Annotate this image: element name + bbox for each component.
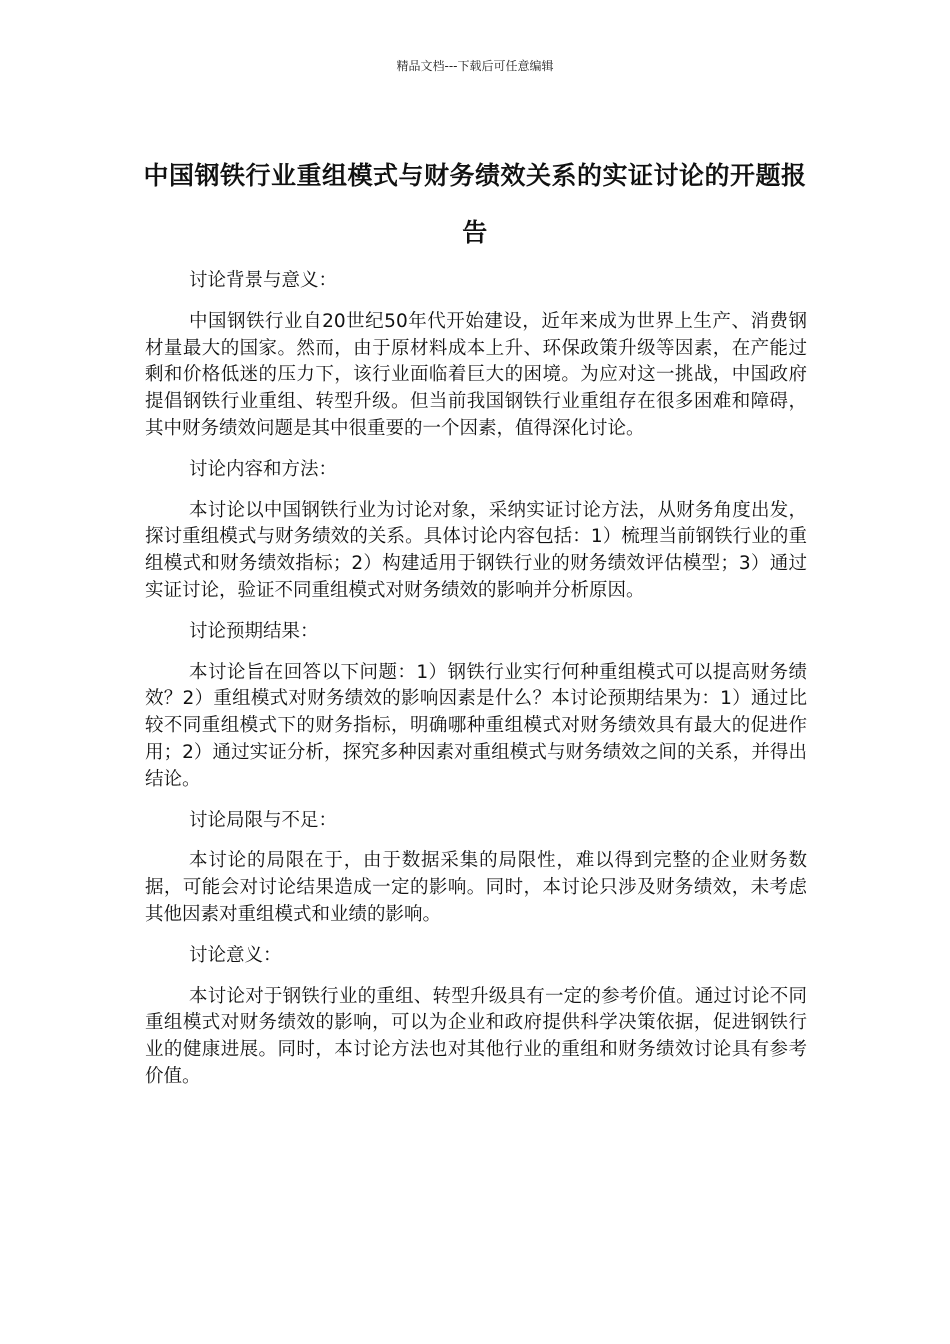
section-heading-significance: 讨论意义： [189, 944, 282, 966]
page-header: 精品文档---下载后可任意编辑 [396, 59, 554, 73]
paragraph-methods: 本讨论以中国钢铁行业为讨论对象，采纳实证讨论方法，从财务角度出发，探讨重组模式与财务绩效的关系。具体讨论内容包括：1）梳理当前钢铁行业的重组模式和财务绩效指标；2）构建适用于钢铁行业的财务绩效评估模型；3）通过实证讨论，验证不同重组模式对财务绩效的影响并分析原因。 [145, 499, 807, 601]
section-heading-expected-results: 讨论预期结果： [189, 620, 319, 642]
document-title: 中国钢铁行业重组模式与财务绩效关系的实证讨论的开题报告 [143, 160, 807, 247]
paragraph-expected-results: 本讨论旨在回答以下问题：1）钢铁行业实行何种重组模式可以提高财务绩效？2）重组模式对财务绩效的影响因素是什么？本讨论预期结果为：1）通过比较不同重组模式下的财务指标，明确哪种重组模式对财务绩效具有最大的促进作用；2）通过实证分析，探究多种因素对重组模式与财务绩效之间的关系，并得出结论。 [145, 661, 807, 790]
section-heading-limitations: 讨论局限与不足： [189, 809, 338, 831]
section-heading-methods: 讨论内容和方法： [189, 458, 338, 480]
paragraph-background: 中国钢铁行业自20世纪50年代开始建设，近年来成为世界上生产、消费钢材量最大的国家。然而，由于原材料成本上升、环保政策升级等因素，在产能过剩和价格低迷的压力下，该行业面临着巨大的困境。为应对这一挑战，中国政府提倡钢铁行业重组、转型升级。但当前我国钢铁行业重组存在很多困难和障碍，其中财务绩效问题是其中很重要的一个因素，值得深化讨论。 [145, 310, 807, 439]
paragraph-limitations: 本讨论的局限在于，由于数据采集的局限性，难以得到完整的企业财务数据，可能会对讨论结果造成一定的影响。同时，本讨论只涉及财务绩效，未考虑其他因素对重组模式和业绩的影响。 [145, 850, 807, 925]
document-body [145, 268, 807, 1105]
paragraph-significance: 本讨论对于钢铁行业的重组、转型升级具有一定的参考价值。通过讨论不同重组模式对财务绩效的影响，可以为企业和政府提供科学决策依据，促进钢铁行业的健康进展。同时，本讨论方法也对其他行业的重组和财务绩效讨论具有参考价值。 [145, 985, 807, 1087]
section-heading-background: 讨论背景与意义： [189, 270, 338, 291]
